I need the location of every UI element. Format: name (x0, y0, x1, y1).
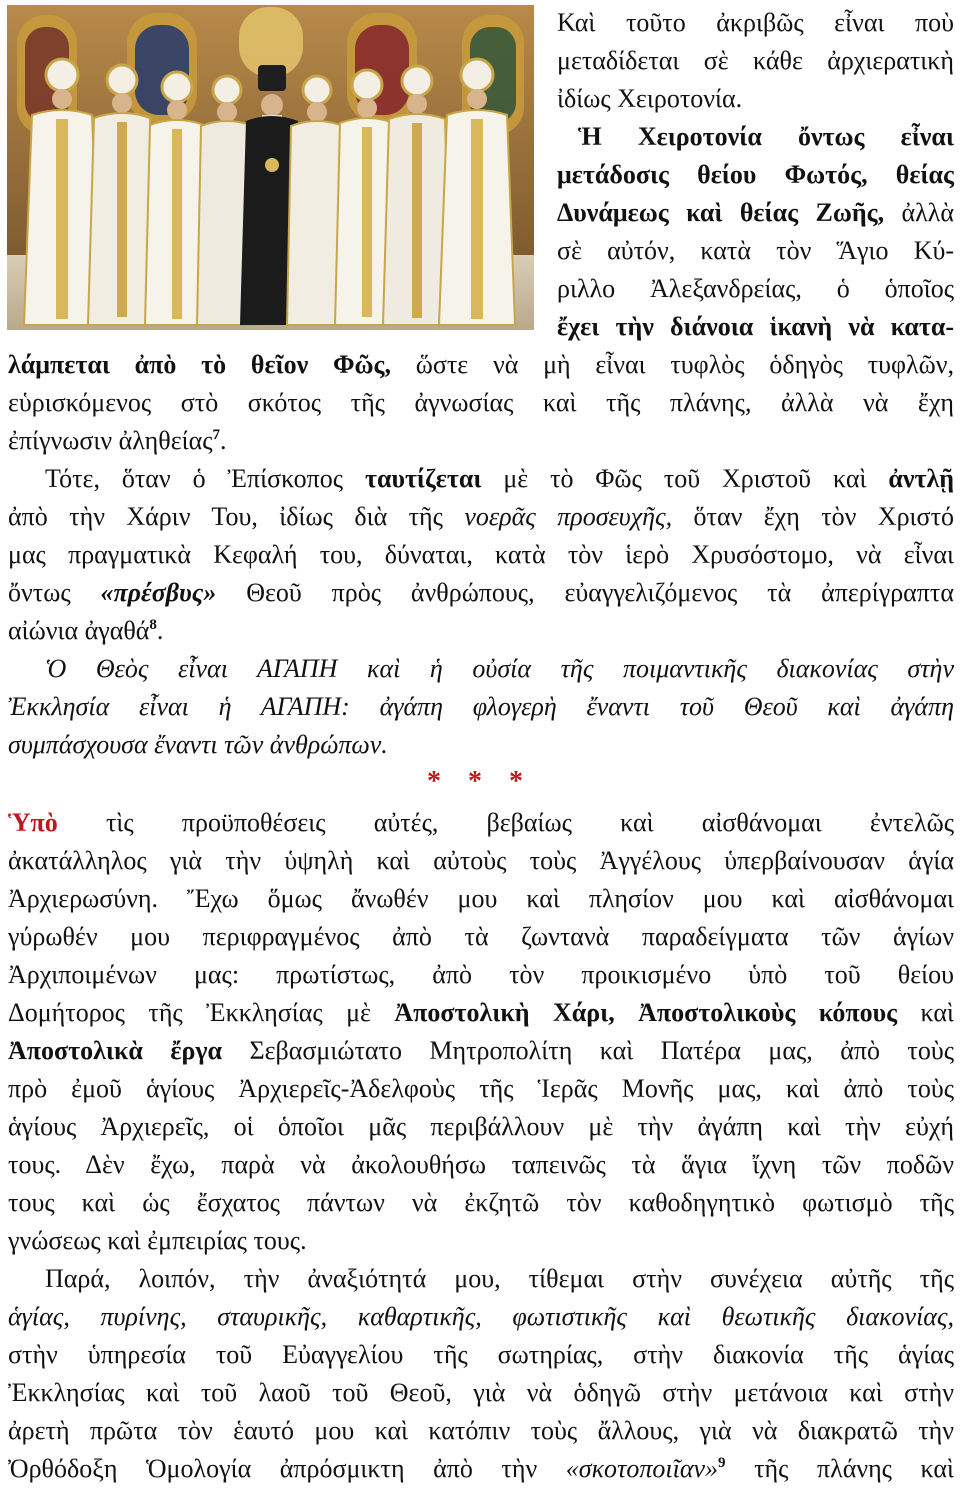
para2-line (45, 460, 954, 498)
para3-line: Ἐκκλησία εἶναι ἡ ΑΓΑΠΗ: ἀγάπη φλογερὴ ἔναντι τοῦ Θεοῦ καὶ ἀγάπη (8, 692, 954, 721)
para4-bold: Ἀποστολικὴ Χάρι, Ἀποστολικοὺς κόπους (394, 998, 898, 1027)
para4-line: ἀκατάλληλος γιὰ τὴν ὑψηλὴ καὶ αὐτοὺς τοὺς Ἀγγέλους ὑπερβαίνουσαν ἁγία (8, 846, 954, 875)
para1-line (8, 346, 954, 384)
para5-line: Παρά, λοιπόν, τὴν ἀναξιότητά μου, τίθεμαι στὴν συνέχεια αὐτῆς τῆς (45, 1264, 954, 1293)
para5-line: ἀρετὴ πρῶτα τὸν ἑαυτό μου καὶ κατόπιν τοὺς ἄλλους, γιὰ νὰ διακρατῶ τὴν (8, 1416, 954, 1445)
para4-text: καὶ (920, 998, 955, 1027)
para2-text: ἀπὸ τὴν Χάριν Του, ἰδίως διὰ τῆς (8, 502, 443, 531)
para4-text: Σεβασμιώτατο Μητροπολίτη καὶ Πατέρα μας, ἀπὸ τοὺς (249, 1036, 954, 1065)
para2-line (8, 498, 954, 536)
para2-text: μὲ τὸ Φῶς τοῦ Χριστοῦ καὶ (503, 464, 867, 493)
side-line: ριλλο Ἀλεξανδρείας, ὁ ὁποῖος (557, 274, 954, 303)
side-line: Ἡ Χειροτονία ὄντως εἶναι (578, 122, 954, 151)
para2-line (8, 574, 954, 612)
para2-line (8, 612, 954, 650)
para4-line: πρὸ ἐμοῦ ἁγίους Ἀρχιερεῖς-Ἀδελφοὺς τῆς Ἱερᾶς Μονῆς μας, καὶ ἀπὸ τοὺς (8, 1074, 954, 1103)
para5-line: Ἐκκλησίας καὶ τοῦ λαοῦ τοῦ Θεοῦ, γιὰ νὰ ὁδηγῶ στὴν μετάνοια καὶ στὴν (8, 1378, 954, 1407)
para4-line (8, 994, 954, 1032)
para2-bold-italic: «πρέσβυς» (100, 578, 217, 607)
side-line: μεταδίδεται σὲ κάθε ἀρχιερατικὴ (557, 46, 954, 75)
para4-line (8, 1032, 954, 1070)
para4-line: τους. Δὲν ἔχω, παρὰ νὰ ἀκολουθήσω ταπεινῶς τὰ ἅγια ἴχνη τῶν ποδῶν (8, 1150, 954, 1179)
para4-line (8, 804, 954, 842)
para2-line: μας πραγματικὰ Κεφαλή του, δύναται, κατὰ τὸν ἱερὸ Χρυσόστομο, νὰ εἶναι (8, 540, 954, 569)
para1-line (8, 422, 954, 460)
para4-text: τὶς προϋποθέσεις αὐτές, βεβαίως καὶ αἰσθάνομαι ἐντελῶς (105, 808, 954, 837)
para3-line: συμπάσχουσα ἔναντι τῶν ἀνθρώπων. (8, 730, 388, 759)
para4-line: γύρωθέν μου περιφραγμένος ἀπὸ τὰ ζωντανὰ παραδείγματα τῶν ἁγίων (8, 922, 954, 951)
footnote-ref-8[interactable]: 8 (149, 617, 157, 633)
footnote-ref-9[interactable]: 9 (718, 1455, 726, 1471)
para4-line: Ἀρχιποιμένων μας: πρωτίστως, ἀπὸ τὸν προικισμένο ὑπὸ τοῦ θείου (8, 960, 954, 989)
side-line: Καὶ τοῦτο ἀκριβῶς εἶναι ποὺ (557, 8, 954, 37)
para2-text: ὄντως (8, 578, 71, 607)
para1-dot: . (220, 426, 227, 455)
para4-bold: Ἀποστολικὰ ἔργα (8, 1036, 223, 1065)
side-line: ἔχει τὴν διάνοια ἱκανὴ νὰ κατα- (557, 312, 954, 341)
para5-line (8, 1450, 954, 1488)
para1-text: ἐπίγνωσιν ἀληθείας (8, 426, 213, 455)
para5-text: Ὀρθόδοξη Ὁμολογία ἀπρόσμικτη ἀπὸ τὴν (8, 1454, 538, 1483)
para4-text: Δομήτορος τῆς Ἐκκλησίας μὲ (8, 998, 371, 1027)
para4-line: γνώσεως καὶ ἐμπειρίας τους. (8, 1226, 307, 1255)
para4-line: Ἀρχιερωσύνη. Ἔχω ὅμως ἄνωθέν μου καὶ πλησίον μου καὶ αἰσθάνομαι (8, 884, 954, 913)
para2-bold: ἀντλῇ (888, 464, 955, 493)
side-line: μετάδοσις θείου Φωτός, θείας (557, 160, 954, 189)
side-bold: Δυνάμεως καὶ θείας Ζωῆς, (557, 198, 885, 227)
para5-text: τῆς πλάνης καὶ (754, 1454, 954, 1483)
para5-italic: «σκοτοποιῖαν» (565, 1454, 719, 1483)
side-line: σὲ αὐτόν, κατὰ τὸν Ἅγιο Κύ- (557, 236, 954, 265)
para3-line: Ὁ Θεὸς εἶναι ΑΓΑΠΗ καὶ ἡ οὐσία τῆς ποιμαντικῆς διακονίας στὴν (45, 654, 954, 683)
para1-line: εὑρισκόμενος στὸ σκότος τῆς ἀγνωσίας καὶ τῆς πλάνης, ἀλλὰ νὰ ἔχη (8, 388, 954, 417)
para4-line: τους καὶ ὡς ἔσχατος πάντων νὰ ἐκζητῶ τὸν καθοδηγητικὸ φωτισμὸ τῆς (8, 1188, 954, 1217)
para2-text: ὅταν ἔχη τὸν Χριστό (693, 502, 955, 531)
para4-line: ἁγίους Ἀρχιερεῖς, οἱ ὁποῖοι μᾶς περιβάλλουν μὲ τὴν ἀγάπη καὶ τὴν εὐχή (8, 1112, 954, 1141)
para2-bold: ταυτίζεται (364, 464, 482, 493)
section-separator: * * * (427, 766, 533, 797)
side-text: ἀλλὰ (901, 198, 954, 227)
para1-bold: λάμπεται ἀπὸ τὸ θεῖον Φῶς, (8, 350, 391, 379)
para2-text: αἰώνια ἀγαθά (8, 616, 150, 645)
group-photo (7, 5, 534, 330)
para5-line: στὴν ὑπηρεσία τοῦ Εὐαγγελίου τῆς σωτηρίας, στὴν διακονία τῆς ἁγίας (8, 1340, 954, 1369)
para5-line: ἁγίας, πυρίνης, σταυρικῆς, καθαρτικῆς, φωτιστικῆς καὶ θεωτικῆς διακονίας, (8, 1302, 954, 1331)
para1-text: ὥστε νὰ μὴ εἶναι τυφλὸς ὁδηγὸς τυφλῶν, (415, 350, 954, 379)
para2-text: Τότε, ὅταν ὁ Ἐπίσκοπος (45, 464, 344, 493)
side-line: ἰδίως Χειροτονία. (557, 84, 743, 113)
para4-lead-word: Ὑπὸ (8, 808, 58, 837)
side-line (557, 194, 954, 232)
para2-text: Θεοῦ πρὸς ἀνθρώπους, εὐαγγελιζόμενος τὰ ἀπερίγραπτα (246, 578, 954, 607)
para2-dot: . (156, 616, 164, 645)
footnote-ref-7[interactable]: 7 (212, 427, 221, 443)
para2-italic: νοερᾶς προσευχῆς, (464, 502, 673, 531)
